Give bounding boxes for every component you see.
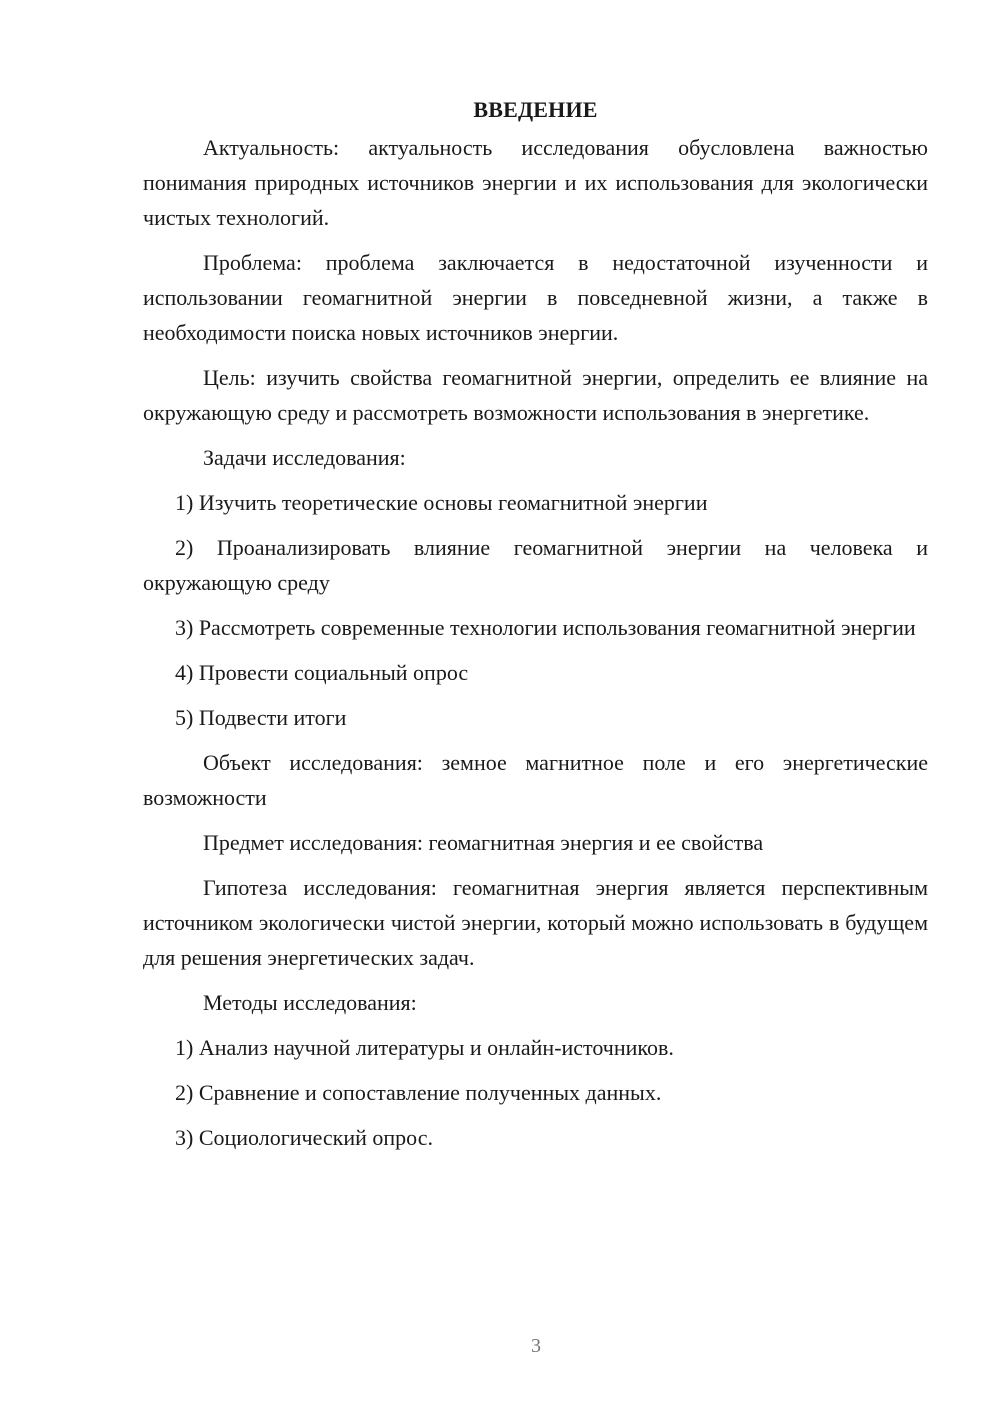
task-item-3: 3) Рассмотреть современные технологии использования геомагнитной энергии xyxy=(175,615,916,640)
task-item-1: 1) Изучить теоретические основы геомагнитной энергии xyxy=(175,490,708,515)
task-item-2: 2) Проанализировать влияние геомагнитной энергии на человека и окружающую среду xyxy=(143,535,928,595)
task-item-5: 5) Подвести итоги xyxy=(175,705,347,730)
goal-paragraph: Цель: изучить свойства геомагнитной энергии, определить ее влияние на окружающую среду и рассмотреть возможности использования в энергетике. xyxy=(143,365,928,425)
problem-paragraph: Проблема: проблема заключается в недостаточной изученности и использовании геомагнитной энергии в повседневной жизни, а также в необходимости поиска новых источников энергии. xyxy=(143,250,928,345)
section-title: ВВЕДЕНИЕ xyxy=(473,97,598,122)
hypothesis-paragraph: Гипотеза исследования: геомагнитная энергия является перспективным источником экологически чистой энергии, который можно использовать в будущем для решения энергетических задач. xyxy=(143,875,928,970)
object-paragraph: Объект исследования: земное магнитное поле и его энергетические возможности xyxy=(143,750,928,810)
method-item-3: 3) Социологический опрос. xyxy=(175,1125,433,1150)
relevance-paragraph: Актуальность: актуальность исследования обусловлена важностью понимания природных источников энергии и их использования для экологически чистых технологий. xyxy=(143,135,928,230)
method-item-1: 1) Анализ научной литературы и онлайн-источников. xyxy=(175,1035,674,1060)
task-item-4: 4) Провести социальный опрос xyxy=(175,660,469,685)
subject-paragraph: Предмет исследования: геомагнитная энергия и ее свойства xyxy=(203,830,764,855)
methods-heading: Методы исследования: xyxy=(203,990,417,1015)
page-number: 3 xyxy=(531,1335,541,1357)
method-item-2: 2) Сравнение и сопоставление полученных данных. xyxy=(175,1080,662,1105)
page-content xyxy=(143,92,928,1165)
tasks-heading: Задачи исследования: xyxy=(203,445,406,470)
